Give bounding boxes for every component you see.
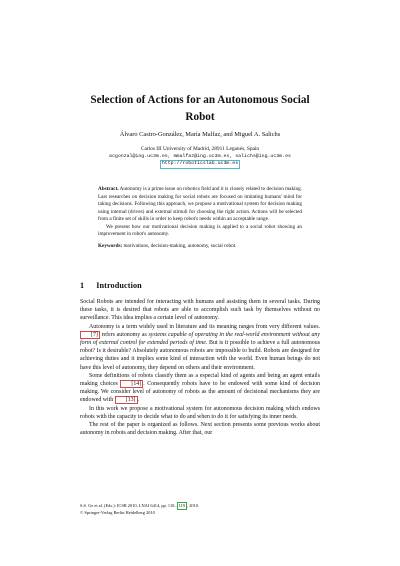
section-heading [80,281,142,290]
keywords-label: Keywords: [98,242,123,249]
abstract-paragraph [98,186,302,224]
abstract-text: Autonomy is a prime issue on robotics field and it is closely related to decision making. Last researches on decision making for social robots are focused on imitating humans' mind for taking decisions. Following this approach, we propose a motivational system for decision making using internal (drives) and external stimuli for choosing the right action. Actions will be selected from a finite set of skills in order to keep robot's needs within an acceptable range. [98,186,302,222]
abstract [98,186,302,250]
footer-text-a: S.S. Ge et al. (Eds.): ICSR 2010, LNAI 6414, pp. 110– [80,503,177,508]
p3-text-b: . Consequently robots have to be endowed with some kind of decision making. We consider level of autonomy of robots as the amount of decisional mechanisms they are endowed with [80,381,320,404]
footer-line-1 [80,502,320,510]
authors: Álvaro Castro-González, María Malfaz, and Miguel A. Salichs [119,131,281,138]
body-text [80,298,320,437]
emails: acgonzal@ing.uc3m.es, mmalfaz@ing.uc3m.es, salichs@ing.uc3m.es [109,154,291,160]
paragraph-4: In this work we propose a motivational system for autonomous decision making which endows robots with the capacity to decide what to do and when to do it for satisfying its inner needs. [80,405,320,420]
footer-citation [80,502,320,516]
p3-text-a: Some definitions of robots classify them as a especial kind of agents and being an agent entails making choices [80,372,320,388]
title-line-1: Selection of Actions for an Autonomous Social [90,94,310,106]
p2-text-c: But is it possible to achieve a full autonomous robot? Is it desirable? Absolutely autonomous robots are impossible to build. Robots are designed for achieving duties and it implies some kind of interaction with the world. Even human beings do not have this level of autonomy, they depend on others and their environment. [80,340,320,371]
page-link-119[interactable]: 119 [178,503,185,508]
affiliation: Carlos III University of Madrid, 28911 Leganés, Spain [140,146,260,152]
keywords [98,243,302,251]
citation-13[interactable]: [13] [115,396,138,404]
citation-7[interactable]: [7] [80,331,100,339]
paper-title [60,92,340,126]
paragraph-1: Social Robots are intended for interacting with humans and assisting them in several tasks. During these tasks, it is desired that robots are able to accomplish such task by themselves without no surveillance. This idea implies a certain level of autonomy. [80,299,320,322]
abstract-paragraph-2: We present how our motivational decision making is applied to a social robot showing an improvement in robot's autonomy. [98,223,302,237]
paragraph-3 [80,372,320,405]
footer-text-b: , 2010. [187,503,200,508]
footer-line-2: © Springer-Verlag Berlin Heidelberg 2010 [80,510,155,515]
paragraph-2 [80,323,320,372]
keywords-text: motivations, decision-making, autonomy, social robot. [123,242,237,249]
section-number: 1 [80,281,85,290]
homepage-link[interactable]: http://roboticslab.uc3m.es [160,160,240,168]
abstract-label: Abstract. [98,186,119,192]
section-title: Introduction [96,281,142,290]
p3-text-c: . [137,397,140,404]
p2-quote: systems capable of operating in the real-world environment without any form of external control for extended periods of time. [80,331,320,347]
citation-14[interactable]: [14] [120,380,143,388]
paragraph-5: The rest of the paper is organized as follows. Next section presents some previous works about autonomy in robots and decision making. After that, our [80,422,320,437]
p2-text-b: refers autonomy as [101,331,147,338]
affiliation-block [50,146,350,169]
p2-text-a: Autonomy is a term widely used in literature and its meaning ranges from very different values. [89,323,320,330]
title-line-2: Robot [185,111,215,123]
